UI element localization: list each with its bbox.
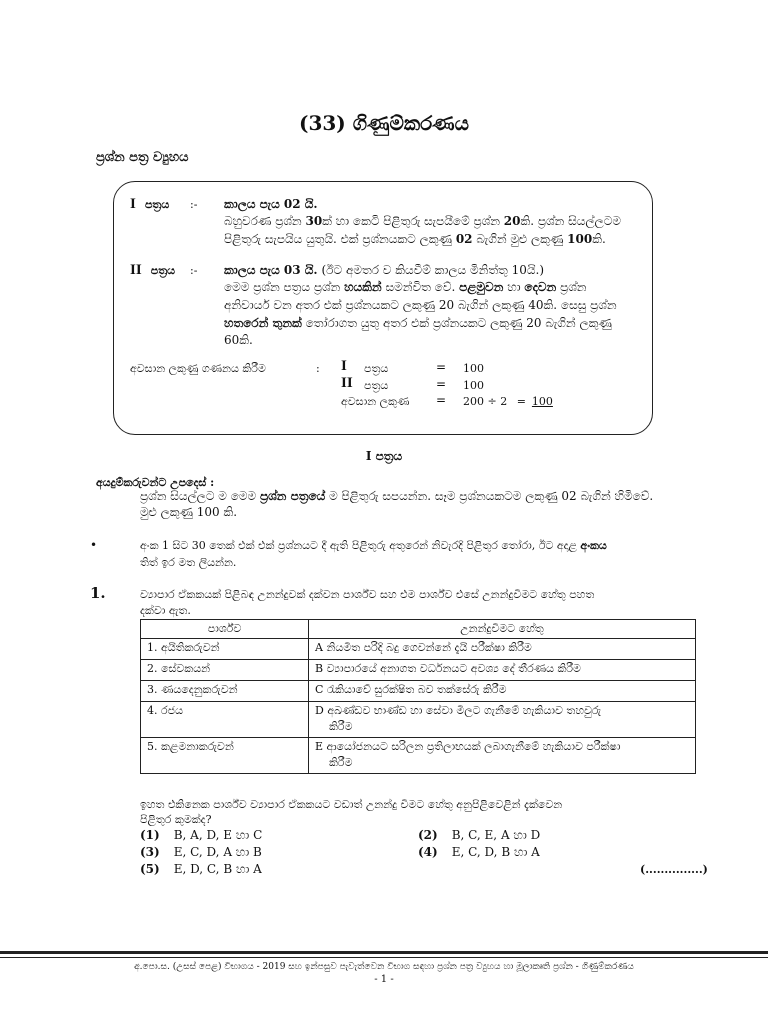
- paper1-label: [130, 193, 169, 213]
- final-row1-value: 100: [463, 362, 484, 375]
- table-row: [141, 738, 696, 774]
- option-5[interactable]: (5) E, D, C, B හා A: [140, 862, 262, 876]
- paper1-sep: :-: [190, 198, 198, 211]
- question-line2: පිළිතුර කුමක්ද?: [140, 813, 212, 826]
- table-row: [141, 660, 696, 681]
- bullet-marker: •: [90, 538, 98, 552]
- final-row3-eq: =: [436, 393, 447, 407]
- paper1-duration: කාලය පැය 02 යි.: [224, 197, 318, 211]
- page-title: (33) ගිණුම්කරණය: [298, 111, 470, 135]
- instructions-line1: ප්‍රශ්න සියල්ලට ම මෙම ප්‍රශ්න පත්‍රයේ ම පිළිතුරු සපයන්න. සෑම ප්‍රශ්නයකටම ලකුණු 02 බැගින් හිමිවේ.: [140, 489, 654, 503]
- reason-cell: D අඛණ්ඩව භාණ්ඩ හා සේවා මිලට ගැනීමේ හැකියාව තහවුරු කිරීම: [309, 702, 696, 738]
- final-row2-label: පත්‍රය: [364, 379, 389, 392]
- party-cell: 2. සේවකයන්: [141, 660, 309, 681]
- instructions-line2: මුළු ලකුණු 100 කි.: [140, 505, 238, 519]
- paper2-duration: කාලය පැය 03 යි. (ඊට අමතර ව කියවීම් කාලය මිනිත්තු 10යි.): [224, 263, 545, 277]
- matching-table: [140, 619, 696, 774]
- paper2-word: පත්‍රය: [150, 264, 176, 277]
- party-cell: 1. අයිතිකරුවන්: [141, 639, 309, 660]
- paper1-desc-line2: පිළිතුරු සැපයිය යුතුයි. එක් ප්‍රශ්නයකට ලකුණු 02 බැගින් මුළු ලකුණු 100කි.: [224, 232, 606, 246]
- footer-rule-thin: [0, 957, 768, 958]
- final-row2-value: 100: [463, 379, 484, 392]
- paper1-numeral: I: [130, 196, 136, 212]
- section-heading: I පත්‍රය: [365, 449, 403, 463]
- table-header-row: [141, 620, 696, 639]
- bullet-line2: තිත් ඉර මත ලියන්න.: [140, 556, 237, 569]
- question-number: 1.: [90, 584, 106, 602]
- reason-cell: B ව්‍යාපාරයේ අනාගත වර්ධනයට අවශ්‍ය දේ තීරණය කිරීම: [309, 660, 696, 681]
- final-row3-label: අවසාන ලකුණ: [341, 395, 410, 408]
- final-row1-numeral: I: [341, 358, 347, 374]
- question-line1: ඉහත එකිනෙක පාර්ශ්ව ව්‍යාපාර ඒකකයට වඩාත් උනන්දු වීමට හේතු අනුපිළිවෙළින් දැක්වෙන: [140, 798, 563, 811]
- paper1-desc-line1: බහුවරණ ප්‍රශ්න 30ක් හා කෙටි පිළිතුරු සැපයීමේ ප්‍රශ්න 20කි. ප්‍රශ්න සියල්ලටම: [224, 214, 621, 228]
- paper2-desc-line1: මෙම ප්‍රශ්න පත්‍රය ප්‍රශ්න හයකින් සමන්විත වේ. පළමුවන හා දෙවන ප්‍රශ්න: [224, 280, 587, 294]
- party-cell: 3. ණයදෙනුකරුවන්: [141, 681, 309, 702]
- table-row: [141, 702, 696, 738]
- reason-cell: E ආයෝජනයට සරිලන ප්‍රතිලාභයක් ලබාගැනීමේ හැකියාව පරීක්ෂා කිරීම: [309, 738, 696, 774]
- final-marks-sep: :: [316, 362, 320, 375]
- paper2-label: [130, 259, 175, 279]
- final-row2-eq: =: [436, 377, 447, 391]
- question-stem-line1: ව්‍යාපාර ඒකකයක් පිළිබඳ උනන්දුවක් දක්වන පාර්ශ්ව සහ එම පාර්ශ්ව එසේ උනන්දුවීමට හේතු පහත: [140, 588, 595, 601]
- table-row: [141, 639, 696, 660]
- answer-blank[interactable]: (...............): [640, 863, 708, 876]
- paper2-desc-line2: අනිවාර්ය වන අතර එක් ප්‍රශ්නයකට ලකුණු 20 බැගින් ලකුණු 40කි. සෙසු ප්‍රශ්න: [224, 298, 617, 312]
- paper2-numeral: II: [130, 262, 142, 278]
- paper2-desc-line4: 60කි.: [224, 333, 253, 347]
- final-row3-calc: 200 ÷ 2 = 100: [463, 395, 553, 408]
- table-header: පාර්ශ්ව: [141, 620, 309, 639]
- section-subtitle: ප්‍රශ්න පත්‍ර ව්‍යුහය: [96, 150, 189, 165]
- party-cell: 5. කළමනාකරුවන්: [141, 738, 309, 774]
- page-number: - 1 -: [374, 974, 394, 985]
- footer-rule-thick: [0, 951, 768, 954]
- instructions-heading: අයදුම්කරුවන්ට උපදෙස් :: [96, 476, 215, 489]
- table-header: උනන්දුවීමට හේතු: [309, 620, 696, 639]
- option-4[interactable]: (4) E, C, D, B හා A: [418, 845, 540, 859]
- table-row: [141, 681, 696, 702]
- question-stem-line2: දක්වා ඇත.: [140, 604, 191, 617]
- reason-cell: A නියමිත පරිදි බදු ගෙවන්නේ දැයි පරීක්ෂා කිරීම: [309, 639, 696, 660]
- paper1-word: පත්‍රය: [144, 198, 170, 211]
- option-1[interactable]: (1) B, A, D, E හා C: [140, 828, 263, 842]
- paper2-desc-line3: හතරෙන් තුනක් තෝරාගත යුතු අතර එක් ප්‍රශ්නයකට ලකුණු 20 බැගින් ලකුණු: [224, 316, 612, 330]
- bullet-line1: අංක 1 සිට 30 තෙක් එක් එක් ප්‍රශ්නයට දී ඇති පිළිතුරු අතුරෙන් නිවැරදි පිළිතුර තෝරා, ඊට අදාළ අංකය: [140, 539, 607, 552]
- paper2-sep: :-: [190, 264, 198, 277]
- final-row1-eq: =: [436, 360, 447, 374]
- option-2[interactable]: (2) B, C, E, A හා D: [418, 828, 541, 842]
- party-cell: 4. රජය: [141, 702, 309, 738]
- final-marks-label: අවසාන ලකුණු ගණනය කිරීම: [130, 362, 266, 375]
- option-3[interactable]: (3) E, C, D, A හා B: [140, 845, 262, 859]
- final-row2-numeral: II: [341, 375, 353, 391]
- reason-cell: C රැකියාවේ සුරක්ෂිත බව තක්සේරු කිරීම: [309, 681, 696, 702]
- final-row1-label: පත්‍රය: [364, 362, 389, 375]
- footer-text: අ.පො.ස. (උසස් පෙළ) විභාගය - 2019 සහ ඉන්පසුව පැවැත්වෙන විභාග සඳහා ප්‍රශ්න පත්‍ර ව්‍යුහය හා මූලාකෘති ප්‍රශ්න - ගිණුම්කරණය: [134, 962, 634, 972]
